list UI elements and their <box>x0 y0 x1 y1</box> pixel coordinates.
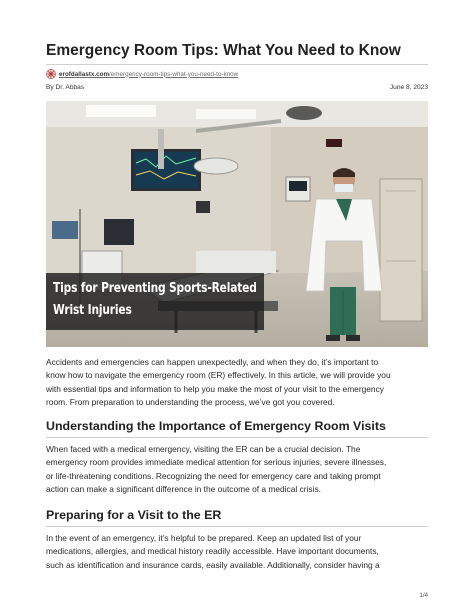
article-title: Emergency Room Tips: What You Need to Know <box>46 42 401 59</box>
publish-date: June 8, 2023 <box>389 84 428 91</box>
intro-paragraph: Accidents and emergencies can happen unexpectedly, and when they do, it’s important to know how to navigate the emergency room (ER) effectively. In this article, we will provide you with essential tips and information to help you make the most of your visit to the emergency room. From preparation to understanding the process, we’ve got you covered. <box>46 357 391 408</box>
section-divider <box>46 437 428 438</box>
page-number: 1/4 <box>419 592 428 599</box>
section-divider <box>46 526 428 527</box>
hero-image <box>46 101 428 347</box>
section-2-paragraph: In the event of an emergency, it’s helpful to be prepared. Keep an updated list of your medications, allergies, and medical history readily accessible. Have important documents, such as identification and insurance cards, easily available. Additionally, consider having a <box>46 533 380 570</box>
title-divider <box>46 64 428 65</box>
byline-row <box>46 84 428 91</box>
author-name: By Dr. Abbas <box>46 84 85 91</box>
hero-caption-banner <box>46 273 264 330</box>
source-url-link[interactable]: erofdallastx.com/emergency-room-tips-what-you-need-to-know <box>59 70 239 78</box>
section-heading-importance: Understanding the Importance of Emergency Room Visits <box>46 419 386 433</box>
section-heading-preparing: Preparing for a Visit to the ER <box>46 508 222 522</box>
source-link-row[interactable] <box>46 68 238 80</box>
hero-caption-line-2: Wrist Injuries <box>53 303 132 318</box>
hero-caption-line-1: Tips for Preventing Sports-Related <box>53 281 257 296</box>
section-1-paragraph: When faced with a medical emergency, visiting the ER can be a crucial decision. The emergency room provides immediate medical attention for serious injuries, severe illnesses, or life-threatening conditions. Recognizing the need for emergency care and taking prompt action can make a significant difference in the outcome of a medical crisis. <box>46 444 387 495</box>
site-favicon-icon <box>46 69 56 79</box>
